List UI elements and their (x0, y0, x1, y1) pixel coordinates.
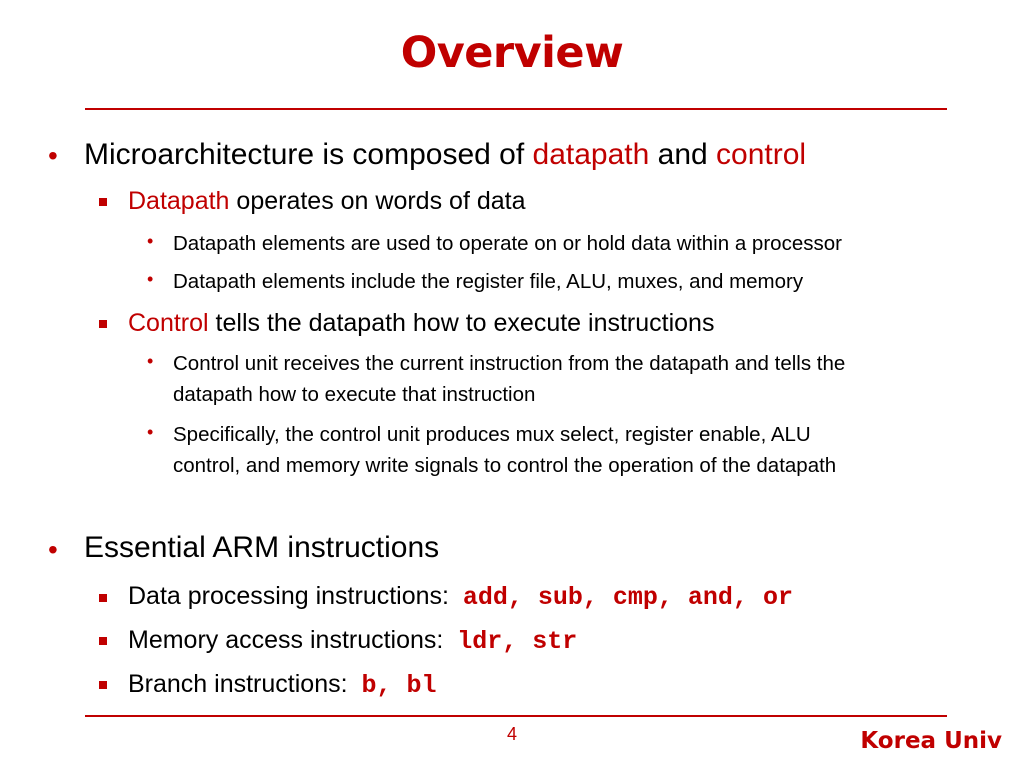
bullet-line: Control unit receives the current instruction from the datapath and tells the (173, 352, 846, 375)
code-snippet: add, sub, cmp, and, or (462, 583, 793, 612)
title-divider (85, 108, 947, 110)
bullet-control-unit (173, 348, 845, 410)
bullet-text: operates on words of data (229, 187, 526, 215)
bullet-memory-access (128, 626, 577, 656)
footer-divider (85, 715, 947, 717)
square-bullet-icon (99, 320, 107, 328)
code-snippet: b, bl (361, 671, 437, 700)
bullet-control (128, 309, 714, 338)
square-bullet-icon (99, 594, 107, 602)
bullet-data-processing (128, 582, 793, 612)
bullet-datapath-elements-1: Datapath elements are used to operate on or hold data within a processor (173, 232, 842, 255)
bullet-line: datapath how to execute that instruction (173, 383, 536, 406)
code-snippet: ldr, str (457, 627, 578, 656)
highlight-datapath: datapath (532, 138, 650, 171)
bullet-branch (128, 670, 436, 700)
bullet-datapath (128, 187, 526, 216)
highlight-control: control (716, 138, 807, 171)
bullet-text: Microarchitecture is composed of (84, 138, 533, 171)
bullet-control-signals (173, 419, 836, 481)
bullet-label: Data processing instructions: (128, 582, 449, 610)
bullet-dot-icon: • (147, 231, 154, 251)
bullet-datapath-elements-2: Datapath elements include the register file, ALU, muxes, and memory (173, 270, 804, 293)
bullet-dot-icon: • (147, 351, 154, 371)
square-bullet-icon (99, 637, 107, 645)
bullet-line: control, and memory write signals to control the operation of the datapath (173, 454, 837, 477)
footer-logo-text: Korea Univ (860, 728, 1002, 754)
bullet-text: tells the datapath how to execute instructions (208, 309, 715, 337)
square-bullet-icon (99, 198, 107, 206)
page-number: 4 (506, 724, 517, 744)
slide-title: Overview (400, 28, 624, 78)
bullet-label: Branch instructions: (128, 670, 348, 698)
highlight-datapath: Datapath (128, 187, 230, 215)
highlight-control: Control (128, 309, 209, 337)
bullet-dot-icon: • (147, 422, 154, 442)
bullet-line: Specifically, the control unit produces mux select, register enable, ALU (173, 423, 811, 446)
bullet-dot-icon: • (48, 140, 58, 171)
bullet-text: and (649, 138, 717, 171)
bullet-dot-icon: • (147, 269, 154, 289)
square-bullet-icon (99, 681, 107, 689)
bullet-essential-arm: Essential ARM instructions (84, 531, 440, 564)
bullet-label: Memory access instructions: (128, 626, 444, 654)
bullet-dot-icon: • (48, 534, 58, 565)
bullet-microarchitecture (84, 138, 806, 172)
